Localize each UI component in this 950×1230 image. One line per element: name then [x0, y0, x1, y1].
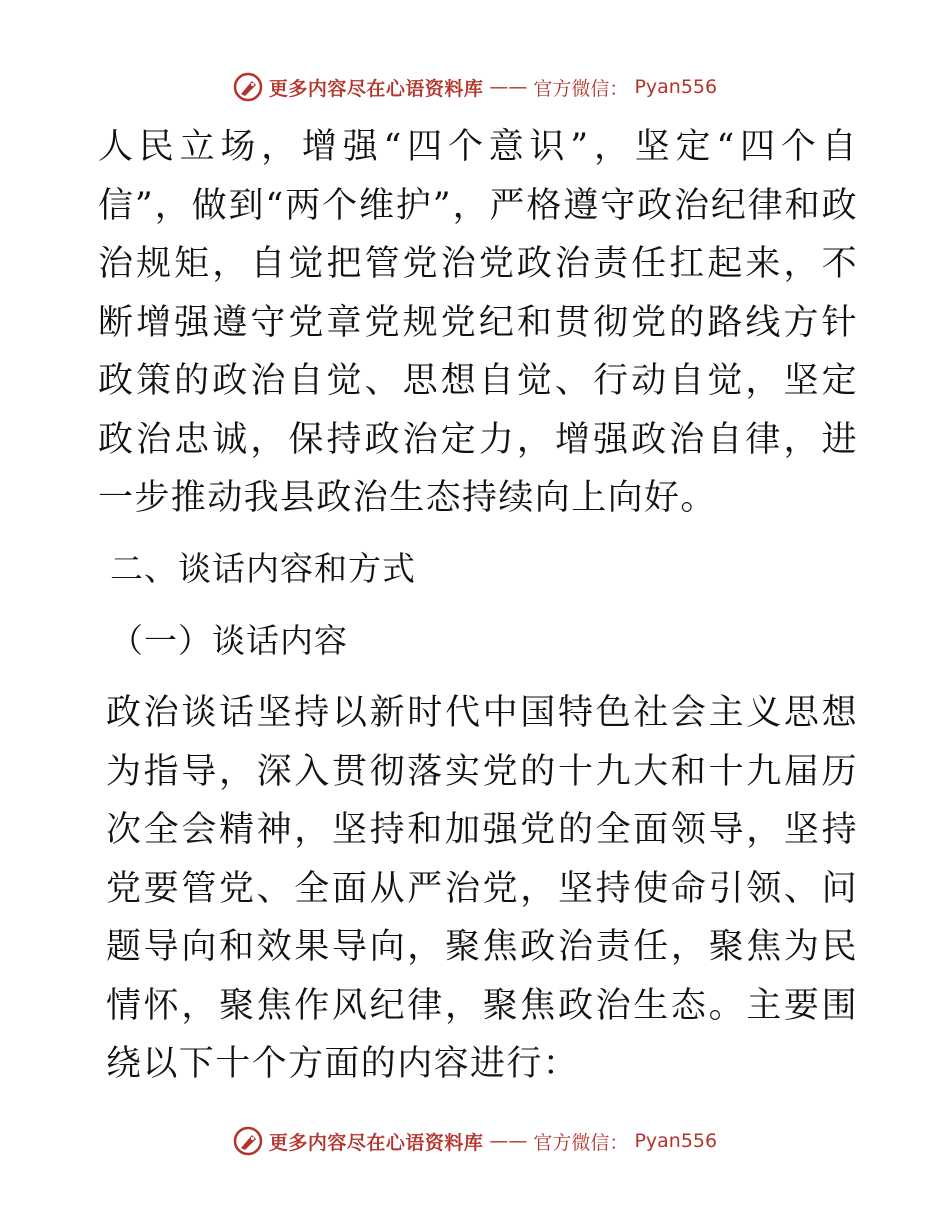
body-paragraph: 政治谈话坚持以新时代中国特色社会主义思想为指导，深入贯彻落实党的十九大和十九届历次全会精神，坚持和加强党的全面领导，坚持党要管党、全面从严治党，坚持使命引领、问题导向和效果导向，聚焦政治责任，聚焦为民情怀，聚焦作风纪律，聚焦政治生态。主要围绕以下十个方面的内容进行：: [106, 693, 858, 1084]
watermark-official-label: 官方微信：: [533, 1131, 629, 1154]
subsection-heading: （一）谈话内容: [110, 621, 348, 660]
pen-nib-logo-icon: [233, 1126, 263, 1156]
watermark-brand: 更多内容尽在心语资料库: [268, 1131, 484, 1154]
pen-nib-logo-icon: [233, 72, 263, 102]
header-watermark: [0, 72, 950, 102]
document-body: [98, 118, 858, 1094]
footer-watermark: [0, 1126, 950, 1156]
watermark-dash: ——: [489, 1130, 528, 1152]
watermark-wechat-id: Pyan556: [634, 76, 718, 98]
watermark-dash: ——: [489, 76, 528, 98]
section-heading: 二、谈话内容和方式: [110, 549, 416, 588]
watermark-brand: 更多内容尽在心语资料库: [268, 77, 484, 100]
watermark-official-label: 官方微信：: [533, 77, 629, 100]
watermark-wechat-id: Pyan556: [634, 1130, 718, 1152]
body-paragraph: 人民立场，增强“四个意识”，坚定“四个自信”，做到“两个维护”，严格遵守政治纪律和政治规矩，自觉把管党治党政治责任扛起来，不断增强遵守党章党规党纪和贯彻党的路线方针政策的政治自觉、思想自觉、行动自觉，坚定政治忠诚，保持政治定力，增强政治自律，进一步推动我县政治生态持续向上向好。: [98, 127, 858, 518]
